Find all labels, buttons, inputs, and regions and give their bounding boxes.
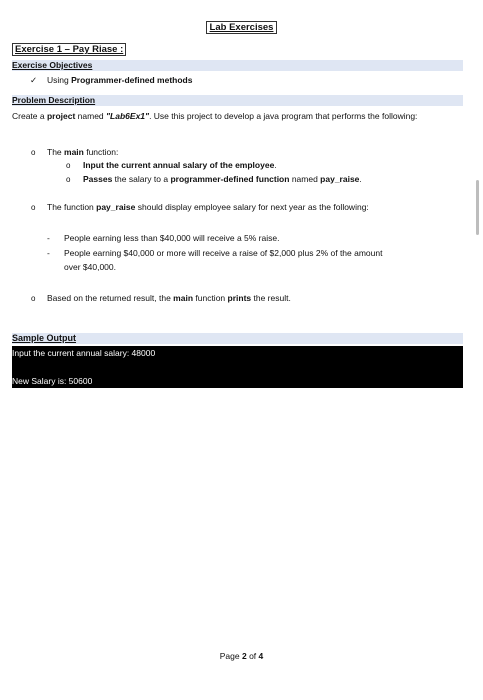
sub-item-passes: Passes the salary to a programmer-defined function named pay_raise. [83,174,362,184]
sample-output-heading: Sample Output [12,333,463,344]
checkmark-icon: ✓ [30,75,38,85]
circle-bullet-icon: o [31,294,36,303]
page-number: Page 2 of 4 [219,651,264,661]
circle-bullet-icon: o [66,175,71,184]
rule-item-continued: over $40,000. [64,262,116,272]
page-title: Lab Exercises [0,22,483,33]
scrollbar[interactable] [476,180,479,235]
objectives-heading: Exercise Objectives [12,60,463,71]
problem-heading: Problem Description [12,95,463,106]
main-function-item: The main function: [47,147,119,157]
based-on-item: Based on the returned result, the main function prints the result. [47,293,291,303]
circle-bullet-icon: o [66,161,71,170]
circle-bullet-icon: o [31,148,36,157]
sub-item-input: Input the current annual salary of the employee. [83,160,277,170]
exercise-title: Exercise 1 – Pay Riase : [12,43,126,56]
dash-bullet: - [47,233,50,243]
console-output [12,346,463,388]
circle-bullet-icon: o [31,203,36,212]
problem-description: Create a project named "Lab6Ex1". Use this project to develop a java program that performs the following: [12,111,418,121]
pay-raise-item: The function pay_raise should display employee salary for next year as the following: [47,202,369,212]
dash-bullet: - [47,248,50,258]
console-line: Input the current annual salary: 48000 [12,348,156,358]
console-line: New Salary is: 50600 [12,376,93,386]
rule-item: People earning less than $40,000 will receive a 5% raise. [64,233,280,243]
objective-item: Using Programmer-defined methods [47,75,193,85]
rule-item: People earning $40,000 or more will receive a raise of $2,000 plus 2% of the amount [64,248,383,258]
